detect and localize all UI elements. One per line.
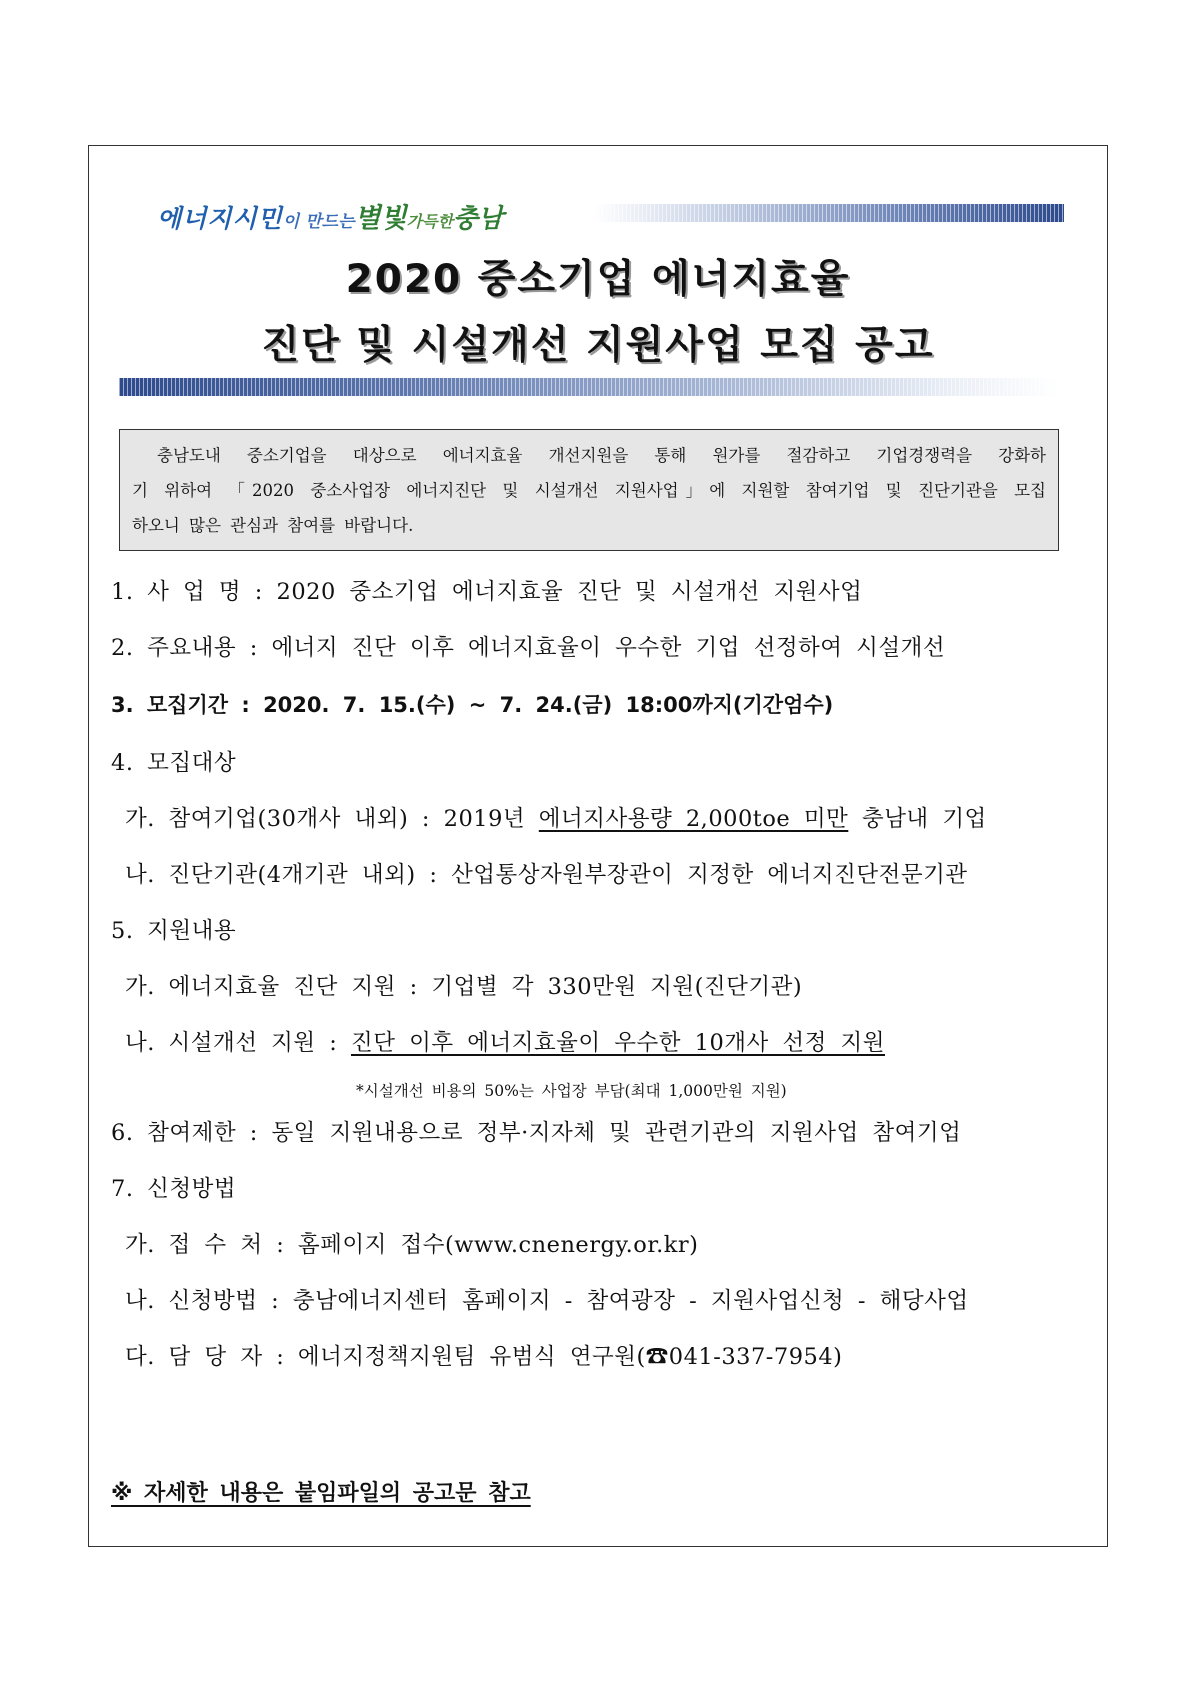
- item-support-diagnosis: 가. 에너지효율 진단 지원 : 기업별 각 330만원 지원(진단기관): [125, 974, 803, 1000]
- attachment-reference-note: ※ 자세한 내용은 붙임파일의 공고문 참고: [111, 1481, 531, 1506]
- item-application-method: 7. 신청방법: [111, 1176, 237, 1202]
- item-contact: 다. 담 당 자 : 에너지정책지원팀 유범식 연구원(☎041-337-7954): [125, 1344, 843, 1370]
- slogan-part: 에너지시민: [157, 204, 283, 233]
- item-text: 가. 참여기업(30개사 내외) : 2019년: [125, 806, 539, 832]
- item-text-underlined: 에너지사용량 2,000toe 미만: [538, 806, 849, 832]
- page-title-line1: 2020 중소기업 에너지효율: [345, 257, 851, 302]
- item-text: 나. 시설개선 지원 :: [125, 1030, 351, 1056]
- slogan-part: 가득한: [406, 212, 453, 231]
- decorative-gradient-bar-top: [594, 204, 1064, 222]
- item-application-steps: 나. 신청방법 : 충남에너지센터 홈페이지 - 참여광장 - 지원사업신청 - 해당사업: [125, 1288, 969, 1314]
- page-title-line2: 진단 및 시설개선 지원사업 모집 공고: [261, 323, 935, 368]
- item-project-name: 1. 사 업 명 : 2020 중소기업 에너지효율 진단 및 시설개선 지원사업: [111, 579, 863, 605]
- slogan-part: 이 만드는: [282, 212, 355, 232]
- intro-line: 기 위하여 「2020 중소사업장 에너지진단 및 시설개선 지원사업」에 지원할 참여기업 및 진단기관을 모집: [132, 481, 1046, 500]
- item-target-institutions: 나. 진단기관(4개기관 내외) : 산업통상자원부장관이 지정한 에너지진단전문기관: [125, 862, 968, 888]
- slogan-part: 별빛: [354, 203, 407, 234]
- item-support-content: 5. 지원내용: [111, 918, 237, 944]
- intro-line: 하오니 많은 관심과 참여를 바랍니다.: [132, 516, 414, 535]
- slogan-part: 충남: [452, 204, 504, 234]
- notice-frame: [88, 145, 1108, 1547]
- item-recruit-target: 4. 모집대상: [111, 750, 237, 776]
- item-participation-limit: 6. 참여제한 : 동일 지원내용으로 정부·지자체 및 관련기관의 지원사업 참여기업: [111, 1120, 962, 1146]
- item-target-companies: [125, 801, 987, 833]
- item-text: 충남내 기업: [848, 806, 987, 832]
- intro-line: 충남도내 중소기업을 대상으로 에너지효율 개선지원을 통해 원가를 절감하고 기업경쟁력을 강화하: [157, 446, 1046, 465]
- decorative-gradient-bar-bottom: [119, 378, 1059, 396]
- intro-box: [119, 429, 1059, 551]
- item-reception: 가. 접 수 처 : 홈페이지 접수(www.cnenergy.or.kr): [125, 1232, 699, 1258]
- slogan-logo: [157, 196, 503, 236]
- item-main-content: 2. 주요내용 : 에너지 진단 이후 에너지효율이 우수한 기업 선정하여 시설개선: [111, 635, 946, 661]
- item-recruit-period: 3. 모집기간 : 2020. 7. 15.(수) ~ 7. 24.(금) 18:00까지(기간엄수): [111, 693, 834, 717]
- item-text-underlined: 진단 이후 에너지효율이 우수한 10개사 선정 지원: [351, 1030, 886, 1056]
- item-support-facility: [125, 1025, 885, 1057]
- support-footnote: *시설개선 비용의 50%는 사업장 부담(최대 1,000만원 지원): [356, 1082, 787, 1100]
